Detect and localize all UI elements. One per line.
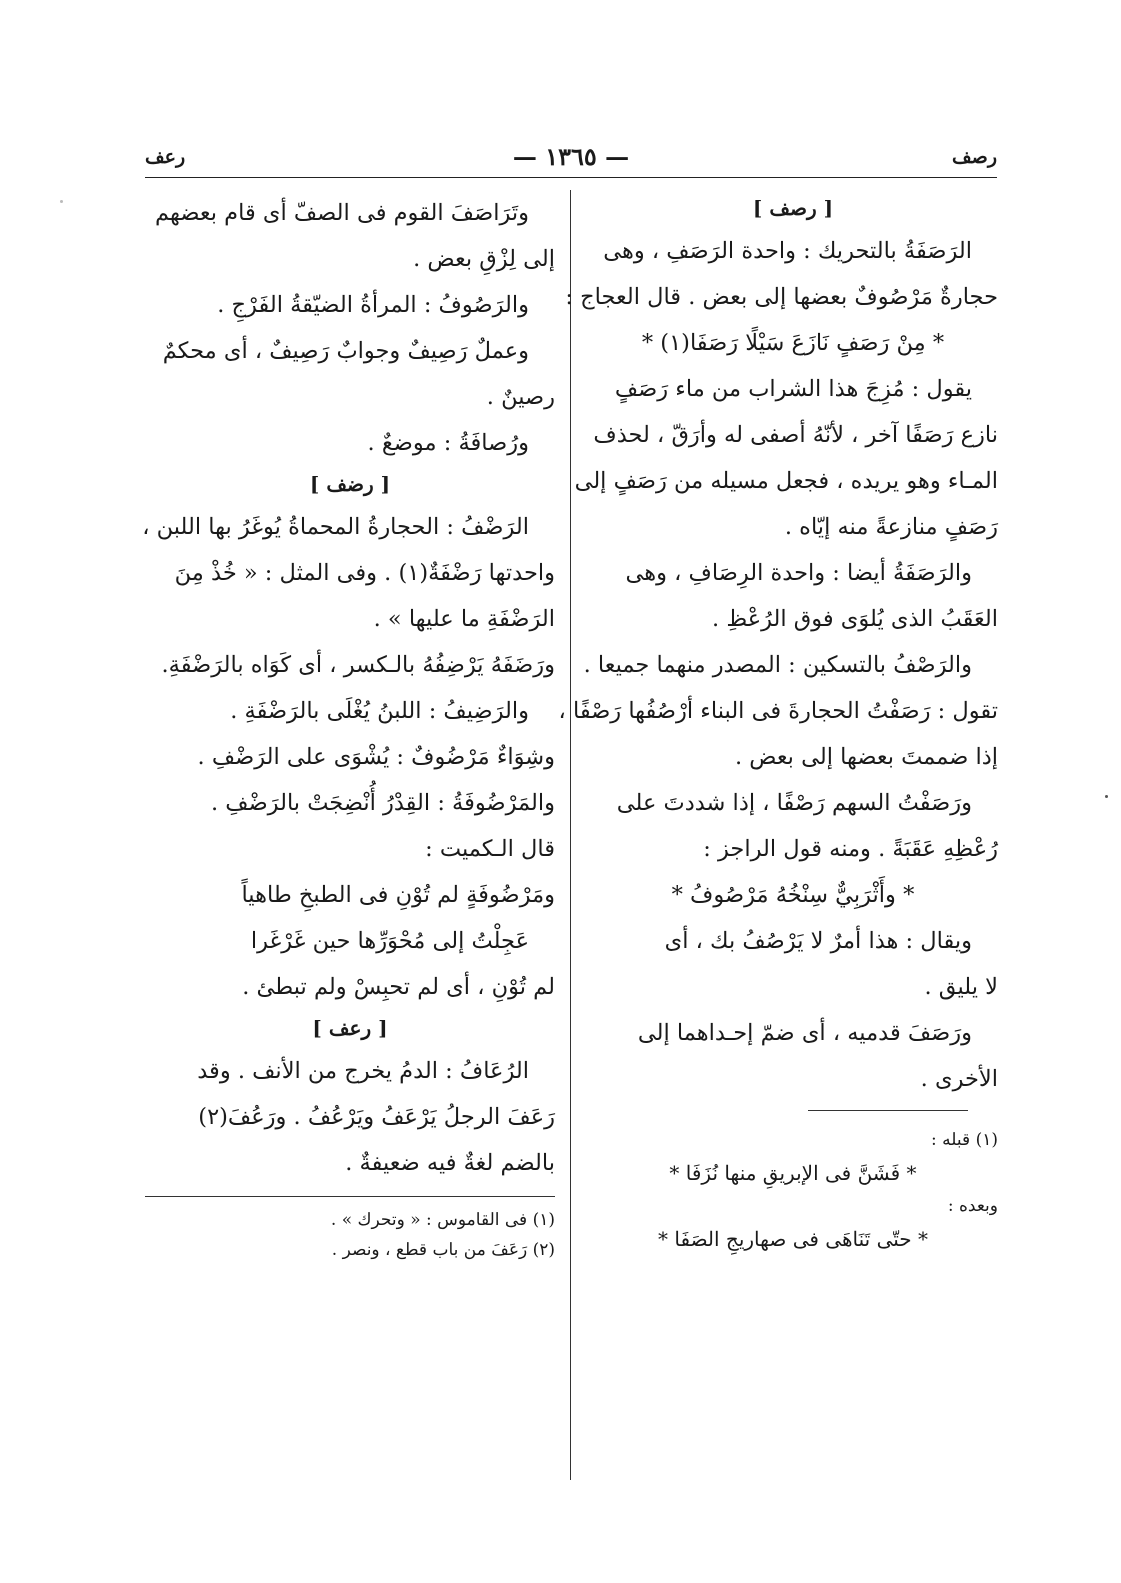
text-line: العَقَبُ الذى يُلوَى فوق الرُعْظِ . bbox=[712, 606, 998, 632]
text-line: والرَصْفُ بالتسكين : المصدر منهما جميعا . bbox=[583, 652, 972, 678]
text-line: الرُعَافُ : الدمُ يخرج من الأنف . وقد bbox=[197, 1058, 529, 1084]
text-line: والرَصُوفُ : المرأةُ الضيّقةُ الفَرْجِ . bbox=[217, 292, 529, 318]
text-line: إلى لِزْقِ بعض . bbox=[413, 246, 555, 272]
footnote-line: (١) قبله : bbox=[931, 1130, 998, 1150]
entry-heading: [ رضف ] bbox=[309, 472, 391, 496]
text-line: لا يليق . bbox=[924, 974, 998, 1000]
text-line: ورُصافَةُ : موضعٌ . bbox=[367, 430, 529, 456]
footnote-verse: * فَشَنَّ فى الإبريقِ منها نُزَفَا * bbox=[669, 1161, 917, 1185]
footnote-rule bbox=[145, 1196, 555, 1197]
text-line: ورَصَفْتُ السهم رَصْفًا ، إذا شددتَ على bbox=[616, 790, 972, 816]
left-column bbox=[142, 190, 555, 1265]
text-line: والرَضِيفُ : اللبنُ يُغْلَى بالرَضْفَةِ . bbox=[230, 698, 529, 724]
text-line: نازع رَصَفًا آخر ، لأنّهُ أصفى له وأرَقّ ، لحذف bbox=[593, 422, 998, 448]
verse-line: ومَرْضُوفَةٍ لم تُوْنِ فى الطبخِ طاهياً bbox=[241, 882, 555, 908]
text-line: إذا ضممتَ بعضها إلى بعض . bbox=[734, 744, 998, 770]
text-line: ورَصَفَ قدميه ، أى ضمّ إحـداهما إلى bbox=[637, 1020, 972, 1046]
footnote-line: (٢) رَعَفَ من باب قطع ، ونصر . bbox=[331, 1240, 555, 1260]
scan-speck bbox=[60, 200, 63, 203]
text-line: بالضم لغةٌ فيه ضعيفةٌ . bbox=[345, 1150, 555, 1176]
running-head bbox=[145, 142, 997, 178]
header-right-word: رصف bbox=[952, 146, 997, 168]
text-line: رَعَفَ الرجلُ يَرْعَفُ ويَرْعُفُ . ورَعُفَ(٢) bbox=[198, 1104, 555, 1130]
header-rule bbox=[145, 177, 997, 178]
text-line: الرَضْفَةِ ما عليها » . bbox=[373, 606, 555, 632]
verse-line: * وأَثْرَبِيٌّ سِنْخُهُ مَرْصُوفُ * bbox=[671, 882, 915, 908]
footnote-line: وبعده : bbox=[947, 1196, 998, 1216]
text-line: المـاء وهو يريده ، فجعل مسيله من رَصَفٍ إلى bbox=[574, 468, 998, 494]
text-line: والمَرْضُوفَةُ : القِدْرُ أُنْضِجَتْ بالرَضْفِ . bbox=[210, 790, 555, 816]
text-line: لم تُوْنِ ، أى لم تحبِسْ ولم تبطئ . bbox=[242, 974, 555, 1000]
entry-heading: [ رعف ] bbox=[312, 1016, 388, 1040]
text-line: رُعْظِهِ عَقَبَةً . ومنه قول الراجز : bbox=[703, 836, 998, 862]
text-line: يقول : مُزِجَ هذا الشراب من ماء رَصَفٍ bbox=[614, 376, 972, 402]
text-line: وعملٌ رَصِيفٌ وجوابٌ رَصِيفٌ ، أى محكمٌ bbox=[162, 338, 529, 364]
text-line: رصينٌ . bbox=[486, 384, 555, 410]
page-number: — ١٣٦٥ — bbox=[512, 142, 630, 171]
column-divider bbox=[570, 190, 571, 1480]
text-line: والرَصَفَةُ أيضا : واحدة الرِصَافِ ، وهى bbox=[625, 560, 972, 586]
footnote-line: (١) فى القاموس : « وتحرك » . bbox=[330, 1210, 555, 1230]
text-line: قال الـكميت : bbox=[425, 836, 555, 862]
verse-line: عَجِلْتُ إلى مُحْوَرِّها حين غَرْغَرا bbox=[250, 928, 529, 954]
footnote-rule bbox=[808, 1110, 968, 1111]
right-column bbox=[558, 190, 998, 1257]
text-line: ويقال : هذا أمرٌ لا يَرْصُفُ بك ، أى bbox=[664, 928, 972, 954]
text-line: تقول : رَصَفْتُ الحجارةَ فى البناء أرْصُفُها رَصْفًا ، bbox=[558, 698, 998, 724]
text-line: الرَصَفَةُ بالتحريك : واحدة الرَصَفِ ، وهى bbox=[603, 238, 972, 264]
text-line: رَصَفٍ منازعةً منه إيّاه . bbox=[784, 514, 998, 540]
text-line: وتَرَاصَفَ القوم فى الصفّ أى قام بعضهم bbox=[155, 200, 529, 226]
text-line: واحدتها رَضْفَةٌ(١) . وفى المثل : « خُذْ مِنَ bbox=[174, 560, 555, 586]
text-line: الأخرى . bbox=[920, 1066, 998, 1092]
verse-line: * مِنْ رَصَفٍ نَازَعَ سَيْلًا رَصَفَا(١) * bbox=[641, 330, 945, 356]
entry-heading: [ رصف ] bbox=[752, 196, 834, 220]
header-left-word: رعف bbox=[145, 146, 186, 168]
text-line: ورَضَفَهُ يَرْضِفُهُ بالـكسر ، أى كَوَاه بالرَضْفَةِ. bbox=[161, 652, 555, 678]
scan-speck bbox=[1105, 795, 1108, 798]
text-line: الرَضْفُ : الحجارةُ المحماةُ يُوغَرُ بها اللبن ، bbox=[142, 514, 529, 540]
text-line: وشِوَاءٌ مَرْضُوفٌ : يُشْوَى على الرَضْفِ . bbox=[197, 744, 555, 770]
text-line: حجارةٌ مَرْصُوفٌ بعضها إلى بعض . قال العجاج : bbox=[565, 284, 998, 310]
footnote-verse: * حتّى تَنَاهَى فى صهاريجِ الصَفَا * bbox=[658, 1227, 928, 1251]
